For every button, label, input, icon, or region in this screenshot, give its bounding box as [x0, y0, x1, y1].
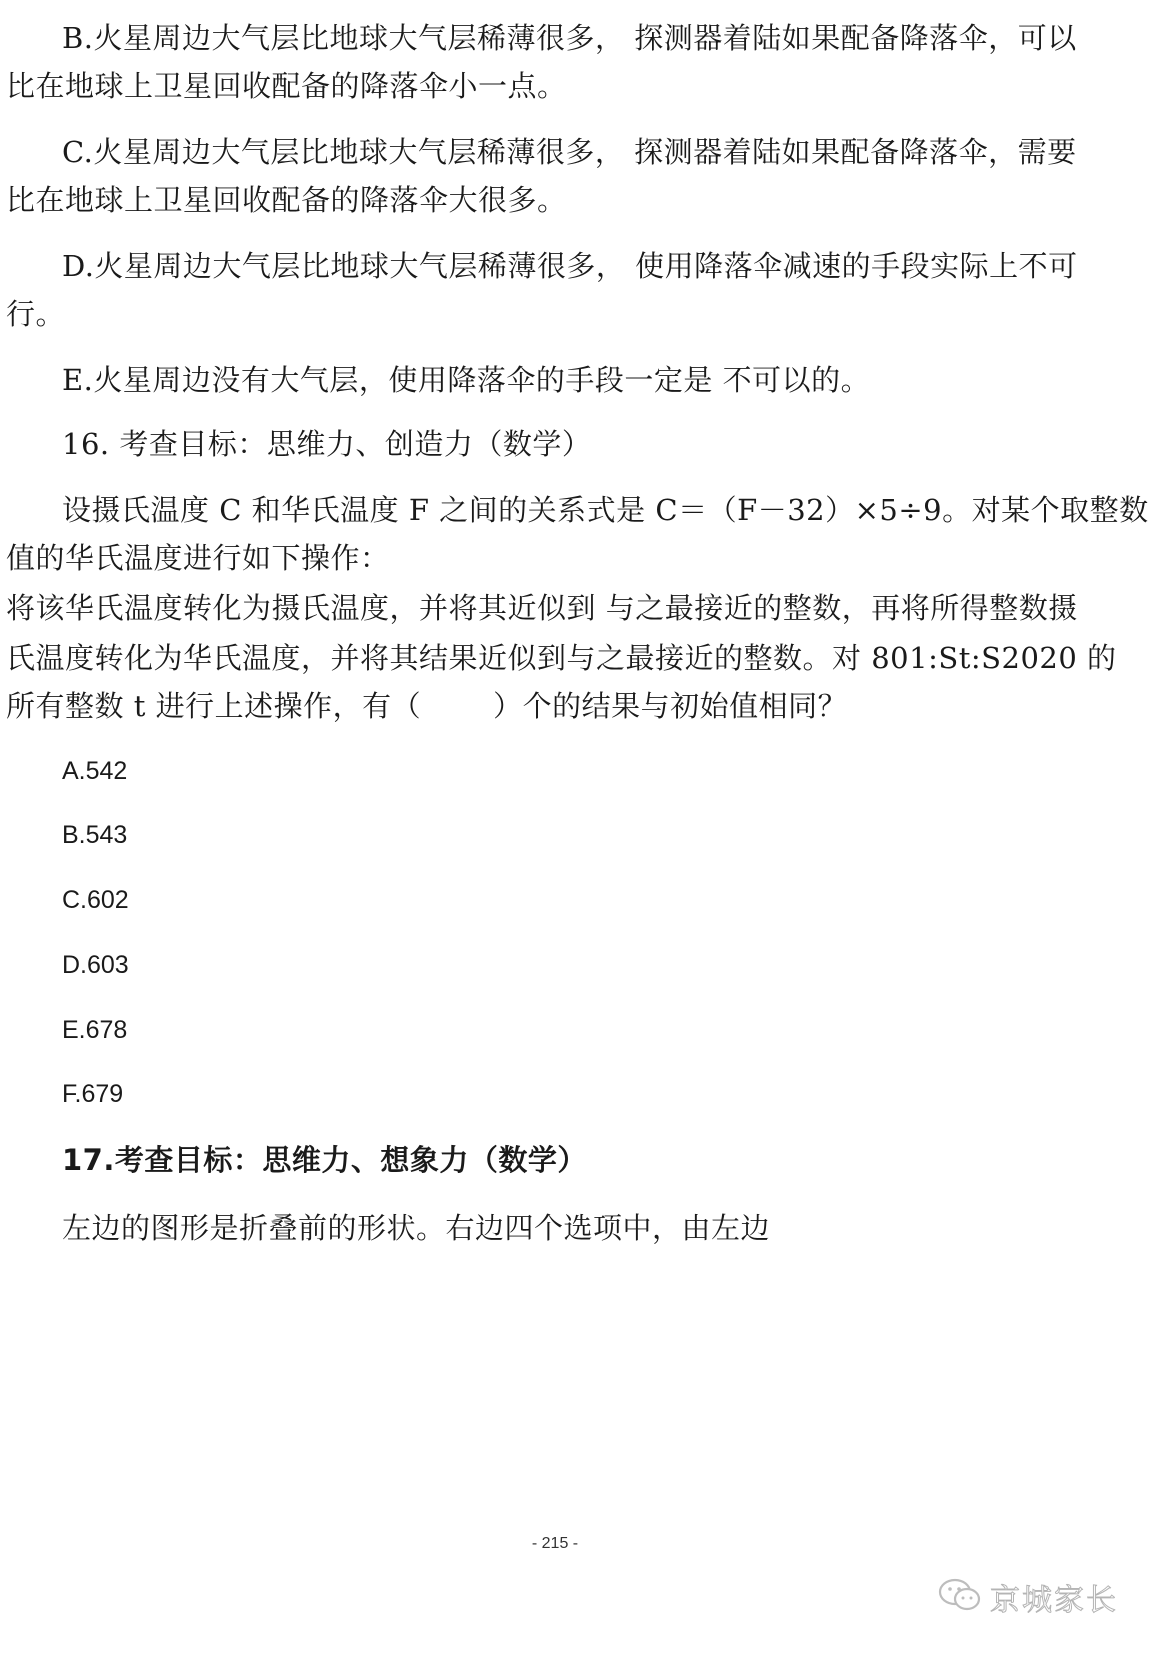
- wechat-icon: [938, 1577, 982, 1617]
- question-16-paragraph-4: 氏温度转化为华氏温度，并将其结果近似到与之最接近的整数。对 801:St:S2020 的: [6, 641, 1117, 675]
- answer-option-c: C.602: [62, 886, 129, 914]
- page-number: - 215 -: [531, 1535, 579, 1552]
- answer-option-b: B.543: [62, 821, 128, 849]
- question-16-title: 16. 考查目标：思维力、创造力（数学）: [62, 427, 592, 461]
- option-e-line: E.火星周边没有大气层，使用降落伞的手段一定是 不可以的。: [62, 363, 871, 397]
- question-16-paragraph-2: 值的华氏温度进行如下操作：: [6, 541, 390, 575]
- question-16-paragraph-5-start: 所有整数 t 进行上述操作，有（: [6, 689, 422, 723]
- option-d-line-2: 行。: [6, 297, 66, 331]
- watermark-text: 京城家长: [990, 1583, 1118, 1618]
- answer-option-d: D.603: [62, 951, 129, 979]
- question-16-paragraph-5: [6, 686, 847, 726]
- option-b-line-1: B.火星周边大气层比地球大气层稀薄很多， 探测器着陆如果配备降落伞，可以: [62, 21, 1077, 55]
- answer-option-e: E.678: [62, 1016, 128, 1044]
- option-d-line-1: D.火星周边大气层比地球大气层稀薄很多， 使用降落伞减速的手段实际上不可: [62, 249, 1078, 283]
- answer-option-a: A.542: [62, 757, 128, 785]
- question-16-paragraph-3: 将该华氏温度转化为摄氏温度，并将其近似到 与之最接近的整数，再将所得整数摄: [6, 591, 1078, 625]
- question-17-title: 17.考查目标：思维力、想象力（数学）: [62, 1143, 587, 1177]
- question-16-paragraph-1: 设摄氏温度 C 和华氏温度 F 之间的关系式是 C＝（F－32）×5÷9。对某个取整数: [62, 493, 1149, 527]
- answer-option-f: F.679: [62, 1080, 124, 1108]
- option-c-line-2: 比在地球上卫星回收配备的降落伞大很多。: [6, 183, 567, 217]
- question-17-paragraph-1: 左边的图形是折叠前的形状。右边四个选项中，由左边: [62, 1211, 771, 1245]
- watermark: [938, 1575, 1118, 1619]
- option-b-line-2: 比在地球上卫星回收配备的降落伞小一点。: [6, 69, 567, 103]
- option-c-line-1: C.火星周边大气层比地球大气层稀薄很多， 探测器着陆如果配备降落伞，需要: [62, 135, 1077, 169]
- question-16-paragraph-5-end: ）个的结果与初始值相同？: [493, 689, 848, 723]
